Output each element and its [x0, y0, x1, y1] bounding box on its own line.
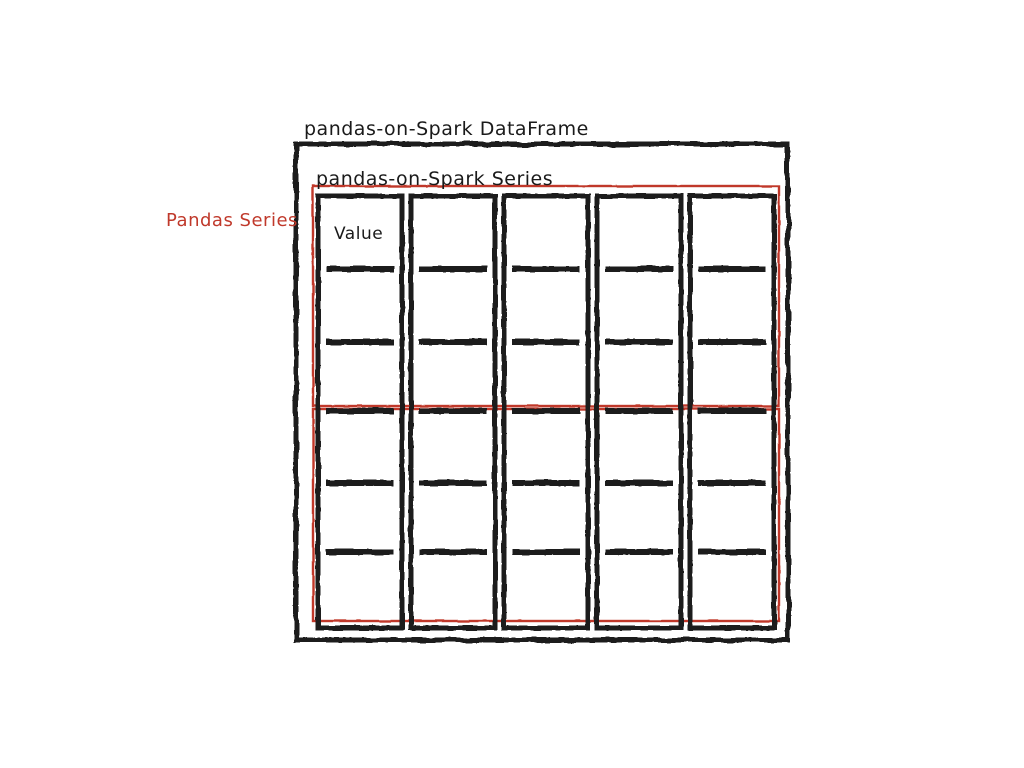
- dataframe-label: pandas-on-Spark DataFrame: [304, 118, 589, 140]
- spark-series-column-5: [690, 196, 774, 628]
- value-label: Value: [334, 224, 384, 244]
- pandas-series-label: Pandas Series: [166, 210, 298, 231]
- spark-series-column-3: [504, 196, 588, 628]
- pandas-series-highlight-partition-1: [313, 186, 779, 406]
- spark-series-label: pandas-on-Spark Series: [316, 168, 554, 190]
- spark-series-column-1: [318, 196, 402, 628]
- spark-series-column-4: [597, 196, 681, 628]
- dataframe-outer-box: [296, 144, 788, 640]
- pandas-series-highlight-partition-2: [313, 409, 779, 621]
- spark-series-column-2: [411, 196, 495, 628]
